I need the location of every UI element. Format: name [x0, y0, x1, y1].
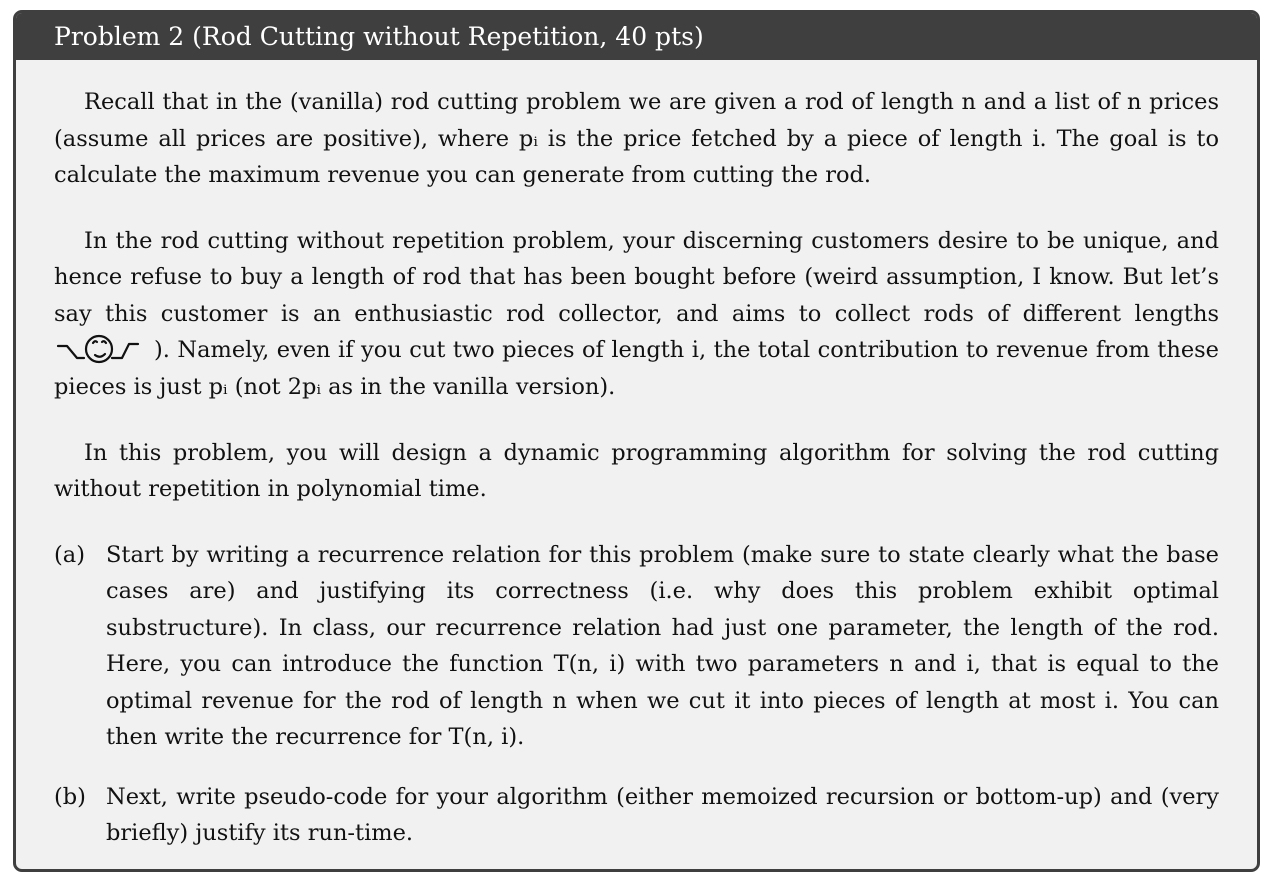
part-b [54, 779, 1219, 852]
part-a-label: (a) [54, 541, 85, 568]
part-b-text: Next, write pseudo-code for your algorithm (either memoized recursion or bottom-up) and (very briefly) justify its run-time. [106, 783, 1219, 846]
intro-paragraph-2 [54, 223, 1219, 406]
problem-body [16, 60, 1257, 852]
part-a-text: Start by writing a recurrence relation for this problem (make sure to state clearly what the base cases are) and justifying its correctness (i.e. why does this problem exhibit optimal substructure). In class, our recurrence relation had just one parameter, the length of the rod. Here, you can introduce the function T(n, i) with two parameters n and i, that is equal to the optimal revenue for the rod of length n when we cut it into pieces of length at most i. You can then write the recurrence for T(n, i). [106, 541, 1219, 750]
shrug-emoticon-icon [54, 333, 154, 369]
intro-paragraph-2-text-b: ). Namely, even if you cut two pieces of length i, the total contribution to revenue from these pieces is just pᵢ (not 2pᵢ as in the vanilla version). [54, 337, 1219, 400]
part-a [54, 537, 1219, 756]
intro-paragraph-2-text-a: In the rod cutting without repetition problem, your discerning customers desire to be unique, and hence refuse to buy a length of rod that has been bought before (weird assumption, I know. But let’s say this customer is an enthusiastic rod collector, and aims to collect rods of different lengths [54, 227, 1219, 327]
problem-box [13, 10, 1260, 872]
problem-title: Problem 2 (Rod Cutting without Repetition, 40 pts) [16, 13, 1257, 60]
intro-paragraph-1: Recall that in the (vanilla) rod cutting problem we are given a rod of length n and a list of n prices (assume all prices are positive), where pᵢ is the price fetched by a piece of length i. The goal is to calculate the maximum revenue you can generate from cutting the rod. [54, 89, 1219, 188]
part-b-label: (b) [54, 783, 86, 810]
intro-paragraph-3: In this problem, you will design a dynamic programming algorithm for solving the rod cutting without repetition in polynomial time. [54, 439, 1219, 502]
